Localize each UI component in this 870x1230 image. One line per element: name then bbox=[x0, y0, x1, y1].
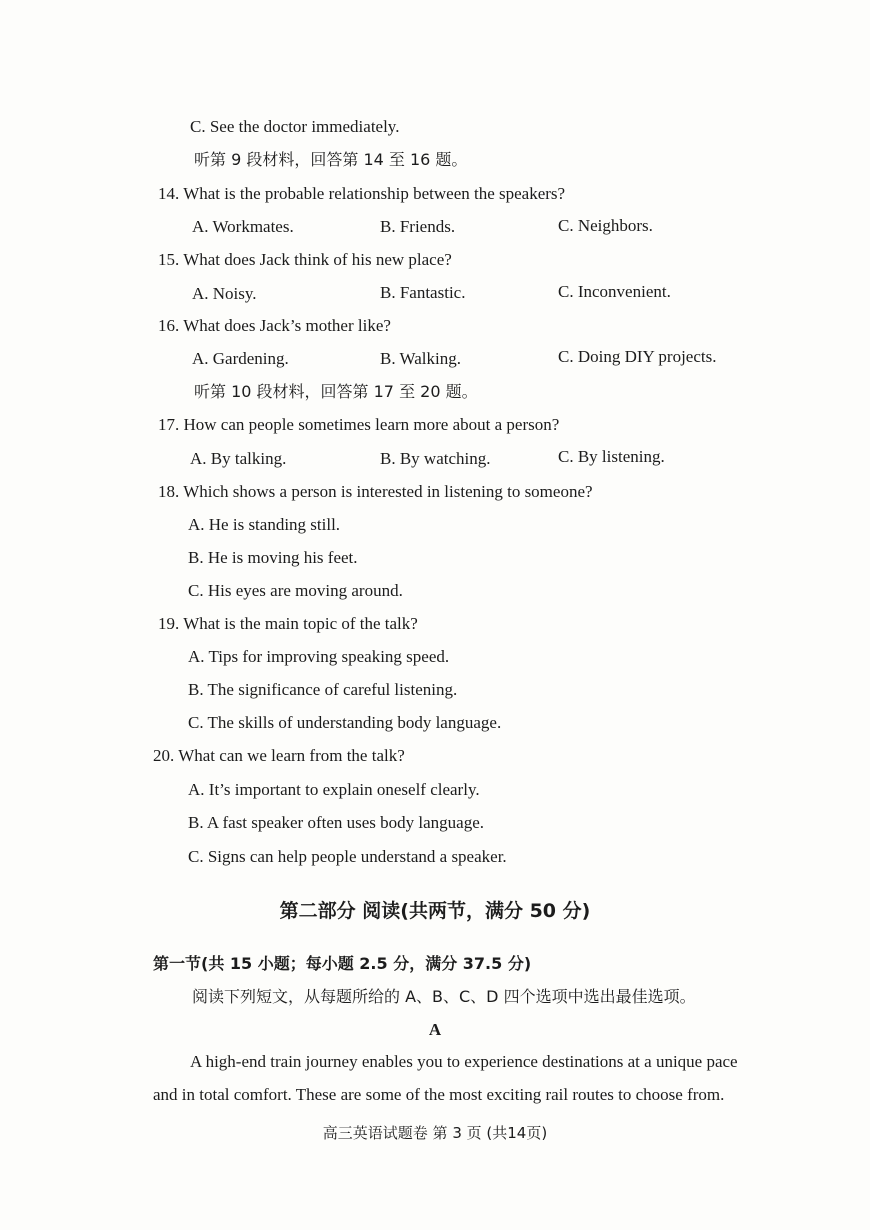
q13-option-c: C. See the doctor immediately. bbox=[190, 117, 400, 136]
q18-option-a: A. He is standing still. bbox=[188, 515, 341, 534]
question-text: What is the probable relationship between the speakers? bbox=[183, 184, 566, 203]
question-text: What does Jack’s mother like? bbox=[183, 316, 391, 335]
q16-option-c: C. Doing DIY projects. bbox=[558, 347, 717, 366]
question-20 bbox=[153, 745, 405, 767]
q18-option-b: B. He is moving his feet. bbox=[188, 548, 358, 567]
section-one-title: 第一节(共 15 小题；每小题 2.5 分，满分 37.5 分) bbox=[153, 954, 532, 973]
question-19 bbox=[158, 613, 418, 635]
q20-option-b: B. A fast speaker often uses body language. bbox=[188, 813, 485, 832]
q17-option-c: C. By listening. bbox=[558, 447, 665, 466]
question-15 bbox=[158, 249, 452, 271]
q19-option-c: C. The skills of understanding body language. bbox=[188, 713, 502, 732]
question-text: How can people sometimes learn more about a person? bbox=[183, 415, 560, 434]
question-number: 20. bbox=[153, 746, 175, 765]
q17-option-b: B. By watching. bbox=[380, 449, 491, 468]
question-number: 15. bbox=[158, 250, 180, 269]
q17-option-a: A. By talking. bbox=[190, 449, 287, 468]
question-number: 17. bbox=[158, 415, 180, 434]
page-footer: 高三英语试题卷 第 3 页 (共14页) bbox=[322, 1124, 548, 1142]
passage-line-1: A high-end train journey enables you to experience destinations at a unique pace bbox=[190, 1052, 738, 1071]
question-text: What can we learn from the talk? bbox=[178, 746, 405, 765]
instruction-section-10: 听第 10 段材料，回答第 17 至 20 题。 bbox=[194, 382, 478, 401]
instruction-section-9: 听第 9 段材料，回答第 14 至 16 题。 bbox=[194, 150, 468, 169]
q16-option-a: A. Gardening. bbox=[192, 349, 289, 368]
q18-option-c: C. His eyes are moving around. bbox=[188, 581, 403, 600]
q20-option-a: A. It’s important to explain oneself clearly. bbox=[188, 780, 480, 799]
q15-option-c: C. Inconvenient. bbox=[558, 282, 671, 301]
q20-option-c: C. Signs can help people understand a speaker. bbox=[188, 847, 507, 866]
question-text: What is the main topic of the talk? bbox=[183, 614, 418, 633]
section-one-instruction: 阅读下列短文，从每题所给的 A、B、C、D 四个选项中选出最佳选项。 bbox=[192, 987, 696, 1006]
question-text: What does Jack think of his new place? bbox=[183, 250, 452, 269]
q15-option-a: A. Noisy. bbox=[192, 284, 257, 303]
question-18 bbox=[158, 481, 593, 503]
q19-option-b: B. The significance of careful listening. bbox=[188, 680, 458, 699]
question-17 bbox=[158, 414, 559, 436]
q14-option-b: B. Friends. bbox=[380, 217, 456, 236]
q14-option-c: C. Neighbors. bbox=[558, 216, 653, 235]
q14-option-a: A. Workmates. bbox=[192, 217, 294, 236]
q16-option-b: B. Walking. bbox=[380, 349, 461, 368]
q19-option-a: A. Tips for improving speaking speed. bbox=[188, 647, 450, 666]
question-number: 19. bbox=[158, 614, 180, 633]
question-number: 14. bbox=[158, 184, 180, 203]
passage-line-2: and in total comfort. These are some of the most exciting rail routes to choose from. bbox=[153, 1085, 725, 1104]
passage-label: A bbox=[428, 1020, 442, 1039]
part-two-title: 第二部分 阅读(共两节，满分 50 分) bbox=[279, 900, 591, 922]
question-14 bbox=[158, 183, 565, 205]
question-number: 16. bbox=[158, 316, 180, 335]
question-text: Which shows a person is interested in listening to someone? bbox=[183, 482, 593, 501]
q15-option-b: B. Fantastic. bbox=[380, 283, 466, 302]
question-16 bbox=[158, 315, 391, 337]
question-number: 18. bbox=[158, 482, 180, 501]
